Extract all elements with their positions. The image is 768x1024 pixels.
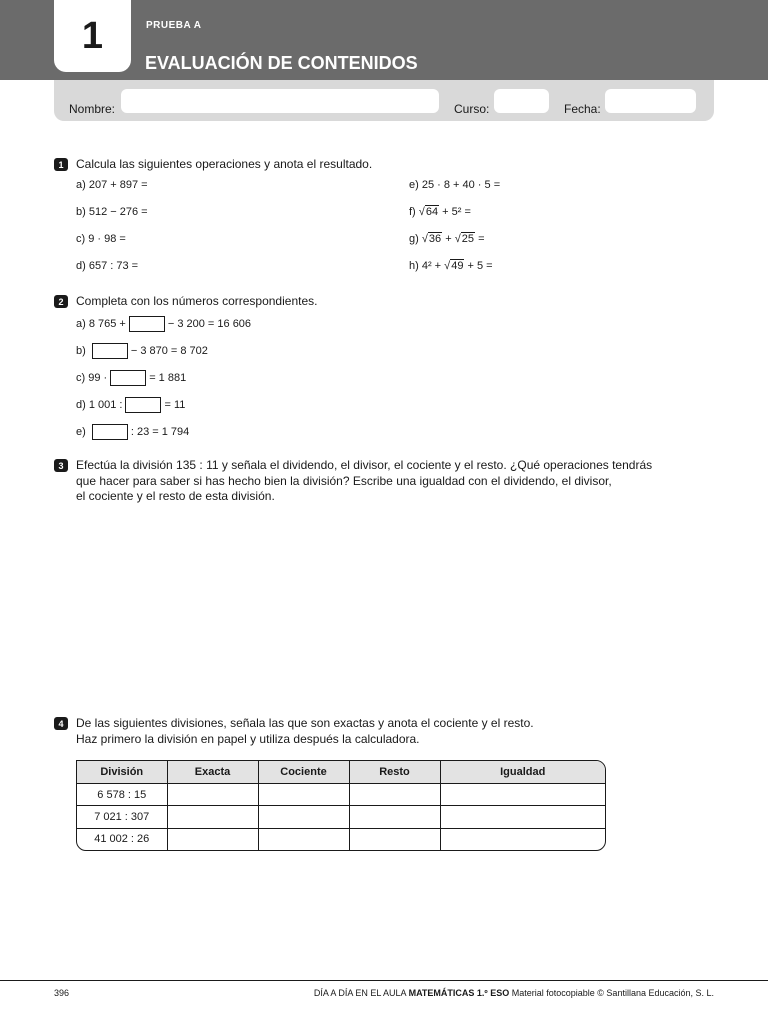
footer-credits bbox=[314, 988, 714, 998]
item-letter: d) bbox=[76, 398, 86, 411]
item-expression: − 3 200 = 16 606 bbox=[167, 317, 252, 330]
sqrt-symbol: √ bbox=[444, 260, 451, 272]
equality-cell[interactable] bbox=[440, 784, 605, 806]
division-cell: 41 002 : 26 bbox=[77, 828, 167, 850]
item-expression: 25 · 8 + 40 · 5 = bbox=[421, 179, 501, 191]
quotient-cell[interactable] bbox=[258, 806, 349, 828]
exercise-2-prompt: Completa con los números correspondientes. bbox=[76, 294, 318, 308]
radicand: 49 bbox=[451, 260, 464, 272]
ex2-item-d bbox=[76, 397, 185, 413]
footer-subject: MATEMÁTICAS 1.º ESO bbox=[408, 988, 510, 998]
column-header: División bbox=[77, 761, 167, 784]
exercise-number-3: 3 bbox=[54, 459, 68, 472]
prompt-line: Haz primero la división en papel y utiliza después la calculadora. bbox=[76, 731, 420, 746]
item-letter: c) bbox=[76, 371, 86, 384]
radicand: 64 bbox=[425, 206, 439, 218]
ex1-item-g bbox=[409, 233, 485, 245]
prompt-line: Efectúa la división 135 : 11 y señala el dividendo, el divisor, el cociente y el resto. ¿Qué operaciones tendrás bbox=[76, 458, 653, 472]
answer-box[interactable] bbox=[110, 370, 146, 386]
exercise-number-4: 4 bbox=[54, 717, 68, 730]
item-letter: e) bbox=[409, 179, 419, 191]
student-info-bar bbox=[54, 80, 714, 121]
exercise-number-1: 1 bbox=[54, 158, 68, 171]
item-expression: + 5 = bbox=[467, 260, 493, 272]
radicand: 36 bbox=[428, 233, 442, 245]
page-number: 396 bbox=[54, 988, 70, 998]
ex2-item-b bbox=[76, 343, 208, 359]
exact-cell[interactable] bbox=[167, 806, 258, 828]
ex1-item-a bbox=[76, 179, 148, 191]
course-field[interactable] bbox=[494, 89, 549, 113]
item-expression: − 3 870 = 8 702 bbox=[130, 344, 208, 357]
exact-cell[interactable] bbox=[167, 828, 258, 850]
exercise-4-prompt bbox=[76, 716, 534, 747]
item-expression: 4² + bbox=[421, 260, 442, 272]
ex1-item-f bbox=[409, 206, 471, 218]
sqrt-symbol: √ bbox=[421, 233, 428, 245]
item-operator: + bbox=[445, 233, 452, 245]
item-letter: b) bbox=[76, 206, 86, 218]
page-title: EVALUACIÓN DE CONTENIDOS bbox=[145, 53, 418, 73]
item-letter: f) bbox=[409, 206, 416, 218]
item-letter: h) bbox=[409, 260, 419, 272]
table-row bbox=[77, 828, 605, 850]
item-letter: b) bbox=[76, 344, 86, 357]
item-expression: + 5² = bbox=[442, 206, 471, 218]
exercise-3-prompt bbox=[76, 458, 716, 505]
division-cell: 7 021 : 307 bbox=[77, 806, 167, 828]
ex2-item-a bbox=[76, 316, 251, 332]
item-expression: 207 + 897 = bbox=[88, 179, 148, 191]
footer-series: DÍA A DÍA EN EL AULA bbox=[313, 988, 407, 998]
prompt-line: el cociente y el resto de esta división. bbox=[76, 489, 275, 503]
remainder-cell[interactable] bbox=[349, 806, 440, 828]
column-header: Exacta bbox=[167, 761, 258, 784]
equality-cell[interactable] bbox=[440, 806, 605, 828]
column-header: Cociente bbox=[258, 761, 349, 784]
date-label: Fecha: bbox=[564, 102, 601, 116]
ex1-item-h bbox=[409, 260, 493, 272]
item-expression: = bbox=[478, 233, 485, 245]
ex1-item-e bbox=[409, 179, 500, 191]
item-expression: 8 765 + bbox=[88, 317, 126, 330]
column-header: Resto bbox=[349, 761, 440, 784]
remainder-cell[interactable] bbox=[349, 828, 440, 850]
footer-copyright: Material fotocopiable © Santillana Educación, S. L. bbox=[511, 988, 714, 998]
item-expression: 1 001 : bbox=[88, 398, 123, 411]
ex1-item-b bbox=[76, 206, 148, 218]
ex2-item-c bbox=[76, 370, 186, 386]
table-header-row bbox=[77, 761, 605, 784]
item-expression: 657 : 73 = bbox=[88, 260, 139, 272]
date-field[interactable] bbox=[605, 89, 696, 113]
ex1-item-d bbox=[76, 260, 138, 272]
table-row bbox=[77, 806, 605, 828]
course-label: Curso: bbox=[454, 102, 490, 116]
item-expression: 9 · 98 = bbox=[88, 233, 126, 245]
answer-box[interactable] bbox=[92, 343, 128, 359]
sqrt-symbol: √ bbox=[418, 206, 425, 218]
item-expression: 99 · bbox=[88, 371, 108, 384]
item-letter: a) bbox=[76, 179, 86, 191]
prompt-line: que hacer para saber si has hecho bien la división? Escribe una igualdad con el dividendo, el divisor, bbox=[76, 473, 612, 488]
footer-divider bbox=[0, 980, 768, 981]
equality-cell[interactable] bbox=[440, 828, 605, 850]
name-label: Nombre: bbox=[69, 102, 116, 116]
item-letter: a) bbox=[76, 317, 86, 330]
exact-cell[interactable] bbox=[167, 784, 258, 806]
item-letter: c) bbox=[76, 233, 86, 245]
division-cell: 6 578 : 15 bbox=[77, 784, 167, 806]
test-label: PRUEBA A bbox=[146, 20, 202, 31]
answer-box[interactable] bbox=[129, 316, 165, 332]
item-expression: = 11 bbox=[164, 398, 186, 411]
item-letter: d) bbox=[76, 260, 86, 272]
quotient-cell[interactable] bbox=[258, 828, 349, 850]
quotient-cell[interactable] bbox=[258, 784, 349, 806]
unit-number: 1 bbox=[54, 0, 131, 72]
item-letter: g) bbox=[409, 233, 419, 245]
division-table bbox=[76, 760, 606, 851]
ex1-item-c bbox=[76, 233, 126, 245]
radicand: 25 bbox=[461, 233, 474, 245]
exercise-3-answer-area[interactable] bbox=[76, 512, 676, 702]
item-expression: 512 − 276 = bbox=[88, 206, 148, 218]
table-row bbox=[77, 784, 605, 806]
item-expression: : 23 = 1 794 bbox=[130, 425, 190, 438]
ex2-item-e bbox=[76, 424, 189, 440]
prompt-line: De las siguientes divisiones, señala las que son exactas y anota el cociente y el resto. bbox=[76, 716, 534, 730]
answer-box[interactable] bbox=[92, 424, 128, 440]
exercise-number-2: 2 bbox=[54, 295, 68, 308]
remainder-cell[interactable] bbox=[349, 784, 440, 806]
sqrt-symbol: √ bbox=[454, 233, 461, 245]
column-header: Igualdad bbox=[440, 761, 605, 784]
answer-box[interactable] bbox=[125, 397, 161, 413]
item-letter: e) bbox=[76, 425, 86, 438]
item-expression: = 1 881 bbox=[149, 371, 187, 384]
exercise-1-prompt: Calcula las siguientes operaciones y anota el resultado. bbox=[76, 157, 373, 171]
name-field[interactable] bbox=[121, 89, 439, 113]
